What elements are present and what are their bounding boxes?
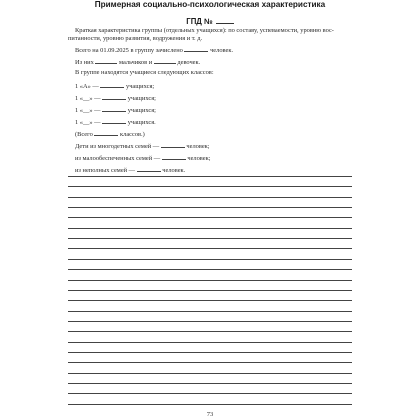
writing-line[interactable] (68, 217, 352, 218)
class-count-blank[interactable] (100, 81, 124, 88)
document-title: Примерная социально-психологическая характеристика (94, 0, 326, 9)
large-families-prefix: Дети из многодетных семей — (75, 143, 160, 150)
writing-line[interactable] (68, 331, 352, 332)
class-label: 1 «А» — (75, 83, 99, 90)
writing-line[interactable] (68, 186, 352, 187)
gender-row (68, 57, 200, 67)
group-number-blank[interactable] (216, 16, 234, 24)
large-families-row (68, 141, 210, 151)
group-number-heading (0, 16, 420, 27)
class-label: 1 «__» — (75, 107, 101, 114)
writing-line[interactable] (68, 207, 352, 208)
class-row-4 (68, 117, 156, 127)
low-income-row (68, 153, 211, 163)
low-income-suffix: человек; (187, 155, 211, 162)
girls-count-blank[interactable] (154, 57, 176, 64)
writing-line[interactable] (68, 404, 352, 405)
class-count-blank[interactable] (102, 93, 126, 100)
low-income-prefix: из малообеспеченных семей — (75, 155, 161, 162)
writing-line[interactable] (68, 373, 352, 374)
class-row-1 (68, 81, 154, 91)
boys-prefix: Из них (75, 59, 94, 66)
large-families-suffix: человек; (186, 143, 210, 150)
incomplete-suffix: человек. (162, 167, 186, 174)
writing-line[interactable] (68, 393, 352, 394)
writing-line[interactable] (68, 321, 352, 322)
classes-intro: В группе находятся учащиеся следующих классов: (75, 69, 214, 76)
total-suffix: классов.) (120, 131, 145, 138)
writing-line[interactable] (68, 228, 352, 229)
writing-line[interactable] (68, 259, 352, 260)
writing-line[interactable] (68, 352, 352, 353)
incomplete-prefix: из неполных семей — (75, 167, 136, 174)
total-prefix: (Всего (75, 131, 93, 138)
writing-line[interactable] (68, 342, 352, 343)
writing-line[interactable] (68, 290, 352, 291)
writing-line[interactable] (68, 311, 352, 312)
group-number-label: ГПД № (186, 17, 213, 26)
class-suffix: учащихся; (127, 95, 156, 102)
large-families-blank[interactable] (161, 141, 185, 148)
enrolled-row (68, 45, 233, 55)
class-suffix: учащихся; (126, 83, 155, 90)
intro-line-2: питанности, уровню развития, водружения и т. д. (68, 35, 203, 43)
girls-suffix: девочек. (177, 59, 201, 66)
writing-line[interactable] (68, 362, 352, 363)
total-classes-blank[interactable] (94, 129, 118, 136)
class-count-blank[interactable] (102, 105, 126, 112)
writing-line[interactable] (68, 280, 352, 281)
enrolled-prefix: Всего на 01.09.2025 в группу зачислено (75, 47, 183, 54)
writing-line[interactable] (68, 383, 352, 384)
boys-count-blank[interactable] (95, 57, 117, 64)
class-suffix: учащихся; (127, 107, 156, 114)
class-count-blank[interactable] (102, 117, 126, 124)
boys-mid: мальчиков и (119, 59, 153, 66)
class-row-3 (68, 105, 156, 115)
incomplete-families-blank[interactable] (137, 165, 161, 172)
writing-line[interactable] (68, 197, 352, 198)
page-number: 73 (206, 411, 214, 418)
total-classes-row (68, 129, 145, 139)
writing-line[interactable] (68, 176, 352, 177)
enrolled-suffix: человек. (210, 47, 234, 54)
writing-line[interactable] (68, 300, 352, 301)
class-row-2 (68, 93, 156, 103)
writing-line[interactable] (68, 248, 352, 249)
class-suffix: учащихся. (127, 119, 156, 126)
writing-line[interactable] (68, 238, 352, 239)
incomplete-families-row (68, 165, 185, 175)
enrolled-count-blank[interactable] (184, 45, 208, 52)
class-label: 1 «__» — (75, 95, 101, 102)
writing-line[interactable] (68, 269, 352, 270)
low-income-blank[interactable] (162, 153, 186, 160)
class-label: 1 «__» — (75, 119, 101, 126)
intro-line-1: Краткая характеристика группы (отдельных учащихся): по составу, успеваемости, уровню вос- (75, 27, 334, 34)
